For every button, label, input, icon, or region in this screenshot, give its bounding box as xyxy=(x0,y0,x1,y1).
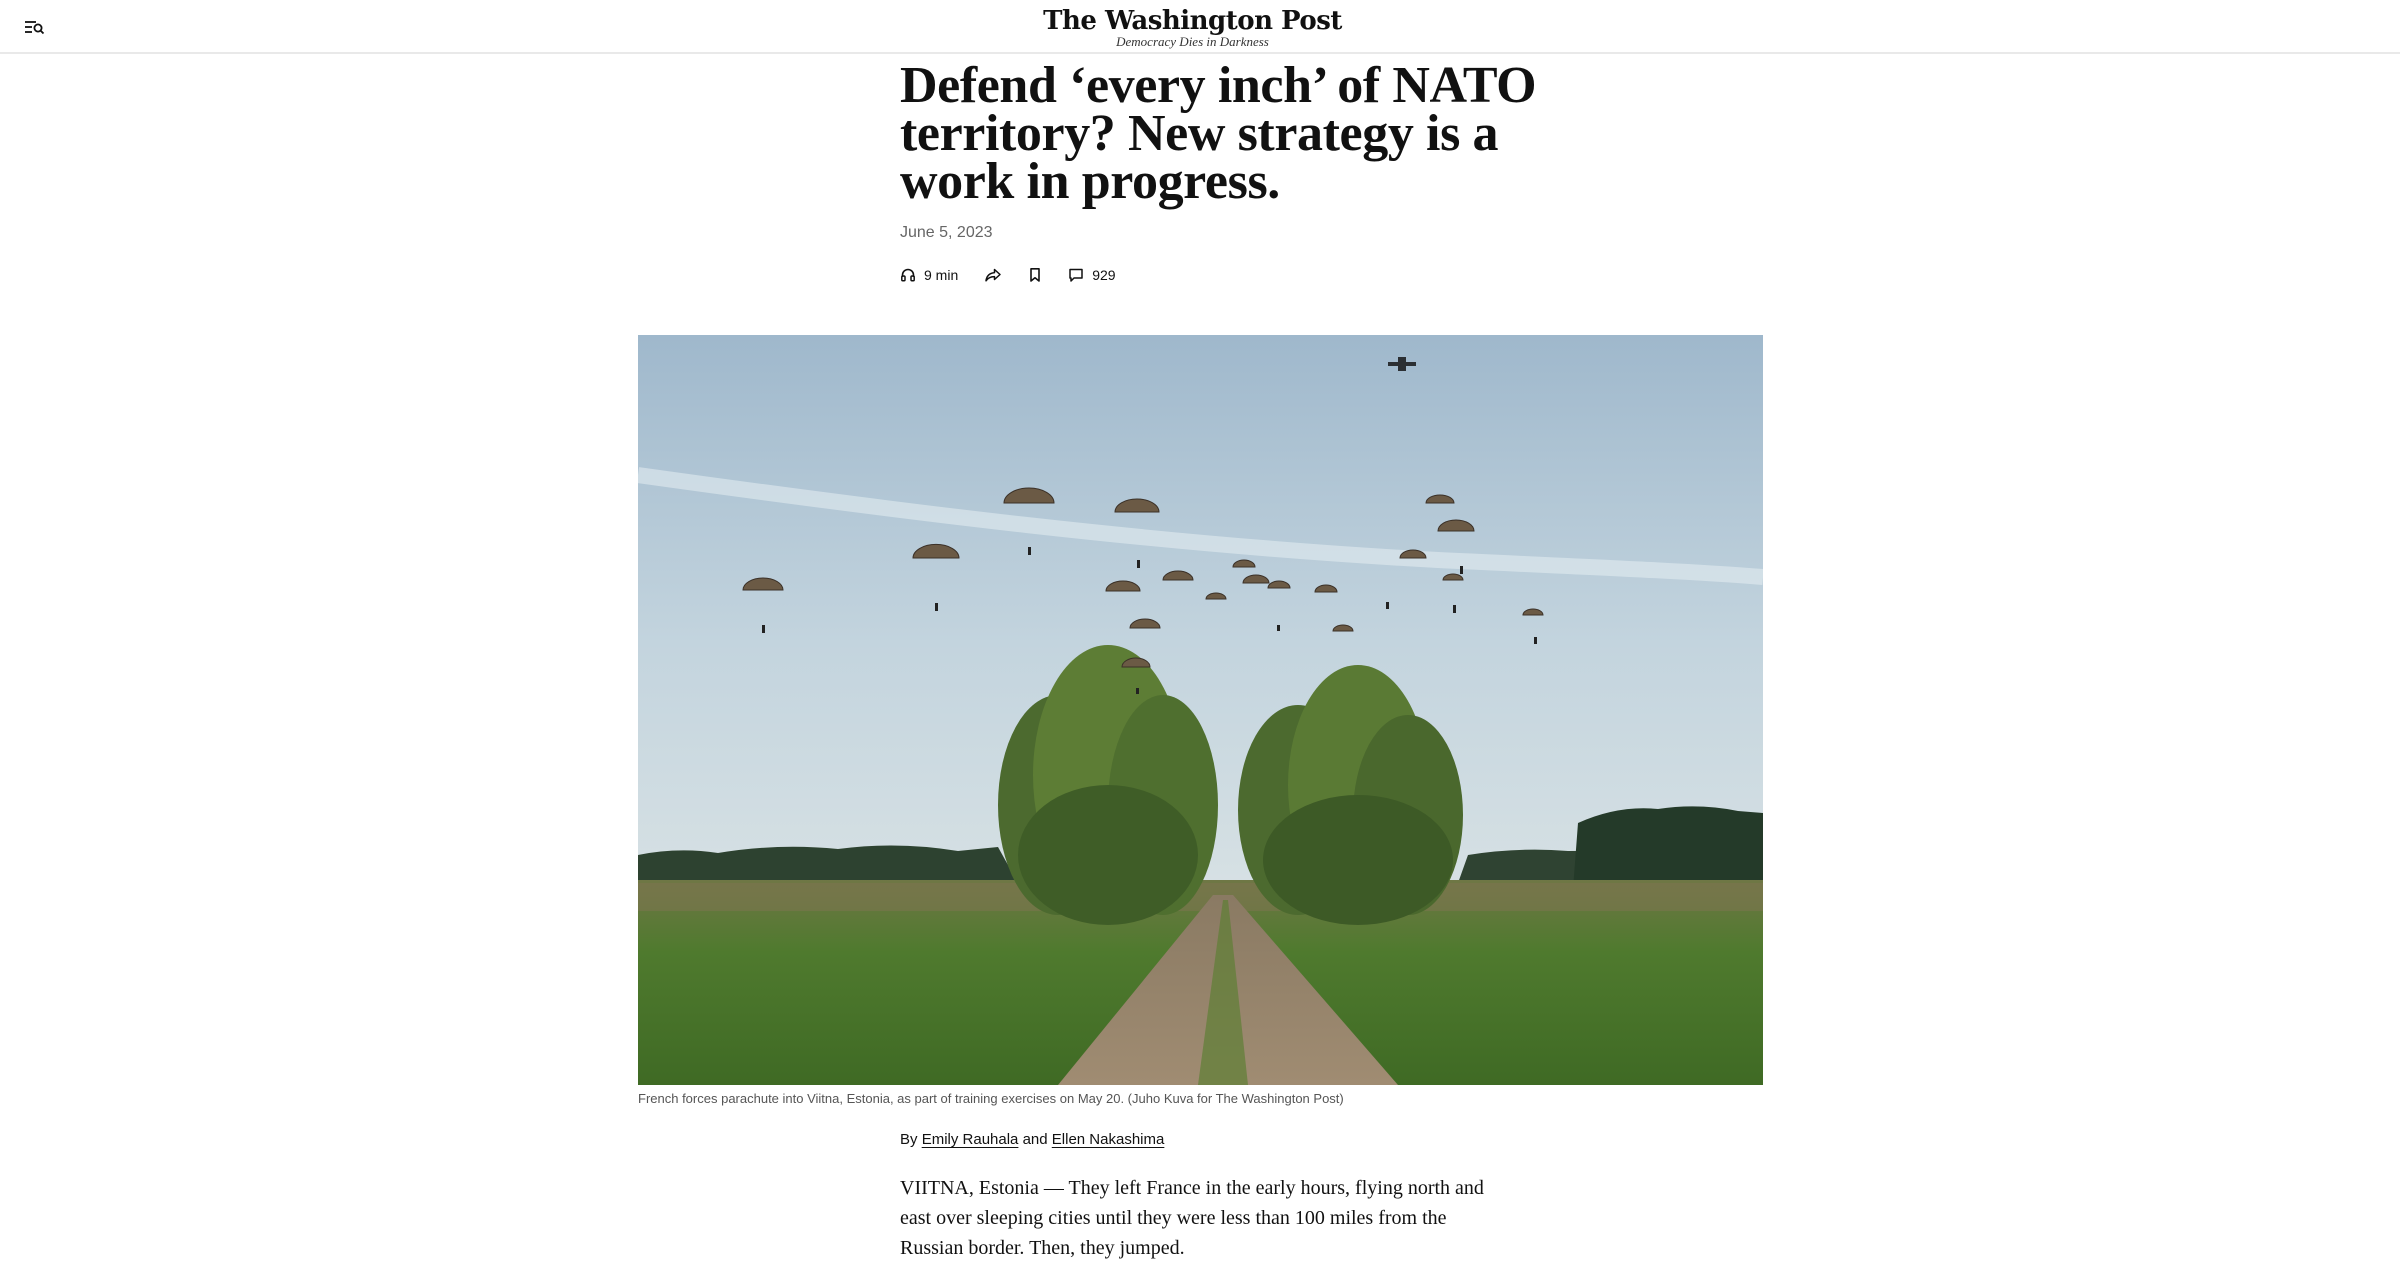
comment-bubble-icon xyxy=(1068,267,1084,283)
article-date: June 5, 2023 xyxy=(900,224,993,241)
listen-button[interactable] xyxy=(900,267,958,283)
menu-search-icon[interactable] xyxy=(20,14,48,40)
share-button[interactable] xyxy=(984,267,1002,283)
comments-count: 929 xyxy=(1092,267,1116,283)
article-action-bar xyxy=(900,264,1116,286)
save-button[interactable] xyxy=(1028,267,1042,283)
masthead[interactable] xyxy=(1000,7,1385,48)
parachute-photo xyxy=(638,335,1763,1085)
author-link-ellen-nakashima[interactable]: Ellen Nakashima xyxy=(1051,1131,1165,1148)
comments-button[interactable] xyxy=(1068,267,1115,283)
byline-conjunction: and xyxy=(1022,1131,1048,1148)
share-arrow-icon xyxy=(984,267,1002,283)
site-header xyxy=(0,0,2400,54)
headphones-icon xyxy=(900,267,916,283)
site-tagline: Democracy Dies in Darkness xyxy=(1116,34,1269,49)
article-headline: Defend ‘every inch’ of NATO territory? New strategy is a work in progress. xyxy=(900,57,1537,210)
bookmark-icon xyxy=(1028,267,1042,283)
article-first-paragraph: VIITNA, Estonia — They left France in the early hours, flying north and east over sleeping cities until they were less than 100 miles from the Russian border. Then, they jumped. xyxy=(900,1177,1484,1259)
author-link-emily-rauhala[interactable]: Emily Rauhala xyxy=(921,1131,1019,1148)
site-logo[interactable]: The Washington Post xyxy=(1043,6,1342,36)
byline-prefix: By xyxy=(900,1131,918,1148)
listen-duration: 9 min xyxy=(924,267,959,283)
byline xyxy=(900,1130,1164,1150)
photo-caption: French forces parachute into Viitna, Estonia, as part of training exercises on May 20. (Juho Kuva for The Washington Post) xyxy=(638,1091,1344,1106)
lead-photo[interactable] xyxy=(638,335,1763,1085)
